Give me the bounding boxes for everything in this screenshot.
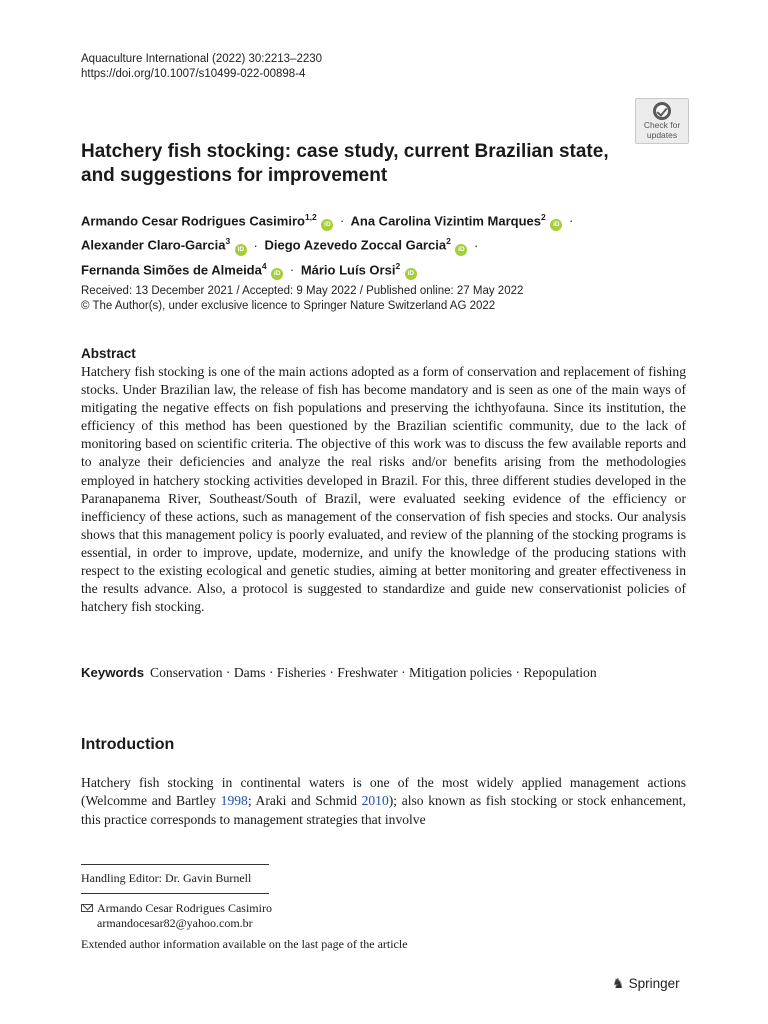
journal-header bbox=[81, 52, 322, 82]
abstract-text: Hatchery fish stocking is one of the main actions adopted as a form of conservation and replacement of fishing stocks. Under Brazilian law, the release of fish has become mandatory and is seen as one of the main ways of mitigating the negative effects on fish populations and preserving the ichthyofauna. Since its institution, the efficiency of this method has been questioned by the Brazilian scientific community, due to the lack of monitoring based on scientific criteria. The objective of this work was to discuss the few available reports and to analyze their deficiencies and analyze the real risks and/or benefits arising from the methodologies employed in hatchery stocking activities developed in Brazil. For this, three different studies developed in the Paranapanema River, Southeast/South of Brazil, were evaluated seeking evidence of the efficiency or inefficiency of these actions, such as management of the conservation of fish species and stocks. Our analysis shows that this management policy is poorly evaluated, and review of the planning of the stocking programs is essential, in order to improve, update, modernize, and unify the knowledge of the producing stations with respect to the existing ecological and genetic studies, aiming at better monitoring and greater effectiveness in the results advance. Also, a protocol is suggested to standardize and guide new conservationist policies of hatchery fish stocking. bbox=[81, 364, 686, 615]
author-name: Fernanda Simões de Almeida bbox=[81, 261, 262, 277]
orcid-icon[interactable]: iD bbox=[321, 219, 333, 231]
introduction-heading: Introduction bbox=[81, 736, 175, 753]
check-for-updates-badge[interactable] bbox=[635, 98, 689, 144]
publisher-logo bbox=[612, 974, 680, 993]
orcid-icon[interactable]: iD bbox=[235, 244, 247, 256]
author-name: Alexander Claro-Garcia bbox=[81, 237, 226, 253]
springer-horse-icon: ♞ bbox=[612, 975, 625, 991]
author-affiliation: 2 bbox=[395, 260, 401, 271]
intro-text-part: ); also known as fish stocking or stock enhancement, this practice corresponds to management strategies that involve bbox=[81, 793, 686, 827]
introduction-text bbox=[81, 774, 686, 829]
author-separator: · bbox=[474, 237, 479, 253]
orcid-icon[interactable]: iD bbox=[405, 268, 417, 280]
author-separator: · bbox=[340, 213, 345, 229]
author-name: Ana Carolina Vizintim Marques bbox=[350, 213, 541, 229]
citation-link[interactable]: 1998 bbox=[220, 793, 248, 809]
author-affiliation: 1,2 bbox=[304, 212, 317, 222]
extended-author-info: Extended author information available on the last page of the article bbox=[81, 937, 408, 951]
date-history: Received: 13 December 2021 / Accepted: 9 May 2022 / Published online: 27 May 2022 bbox=[81, 285, 524, 297]
article-title bbox=[81, 140, 641, 188]
journal-citation: Aquaculture International (2022) 30:2213–2230 bbox=[81, 53, 323, 65]
corresponding-author-name: Armando Cesar Rodrigues Casimiro bbox=[97, 901, 272, 915]
keywords-label: Keywords bbox=[81, 665, 145, 680]
doi-link[interactable]: https://doi.org/10.1007/s10499-022-00898-4 bbox=[81, 68, 306, 80]
corresponding-author bbox=[81, 901, 272, 930]
author-separator: · bbox=[289, 261, 295, 277]
footnote-divider bbox=[81, 893, 269, 894]
publisher-name: Springer bbox=[628, 976, 680, 991]
author-separator: · bbox=[568, 213, 574, 229]
corresponding-author-email[interactable]: armandocesar82@yahoo.com.br bbox=[97, 915, 253, 930]
check-updates-line2: updates bbox=[646, 130, 678, 140]
author-name: Armando Cesar Rodrigues Casimiro bbox=[81, 213, 305, 229]
check-updates-icon bbox=[653, 102, 671, 120]
author-separator: · bbox=[253, 237, 258, 253]
publication-dates bbox=[81, 284, 523, 314]
intro-text-part: ; Araki and Schmid bbox=[247, 793, 362, 809]
orcid-icon[interactable]: iD bbox=[271, 268, 283, 280]
title-line-1: Hatchery fish stocking: case study, current Brazilian state, bbox=[81, 141, 609, 162]
keywords-list: Conservation · Dams · Fisheries · Freshwater · Mitigation policies · Repopulation bbox=[150, 665, 597, 680]
keywords bbox=[81, 664, 686, 683]
author-list bbox=[81, 207, 681, 280]
abstract-heading: Abstract bbox=[81, 346, 136, 361]
author-affiliation: 2 bbox=[540, 212, 546, 222]
author-affiliation: 4 bbox=[261, 260, 267, 271]
copyright-notice: © The Author(s), under exclusive licence to Springer Nature Switzerland AG 2022 bbox=[81, 300, 496, 312]
title-line-2: and suggestions for improvement bbox=[81, 165, 388, 186]
author-affiliation: 3 bbox=[225, 236, 231, 247]
author-affiliation: 2 bbox=[446, 236, 451, 247]
orcid-icon[interactable]: iD bbox=[455, 244, 467, 256]
author-name: Mário Luís Orsi bbox=[300, 261, 396, 277]
citation-link[interactable]: 2010 bbox=[361, 793, 389, 809]
author-name: Diego Azevedo Zoccal Garcia bbox=[264, 237, 447, 253]
handling-editor: Handling Editor: Dr. Gavin Burnell bbox=[81, 871, 252, 885]
check-updates-line1: Check for bbox=[643, 120, 681, 130]
orcid-icon[interactable]: iD bbox=[550, 219, 562, 231]
footnote-divider bbox=[81, 864, 269, 865]
envelope-icon bbox=[81, 904, 93, 912]
intro-text-part: Hatchery fish stocking in continental waters is one of the most widely applied management actions (Welcomme and Bartley bbox=[81, 775, 686, 809]
